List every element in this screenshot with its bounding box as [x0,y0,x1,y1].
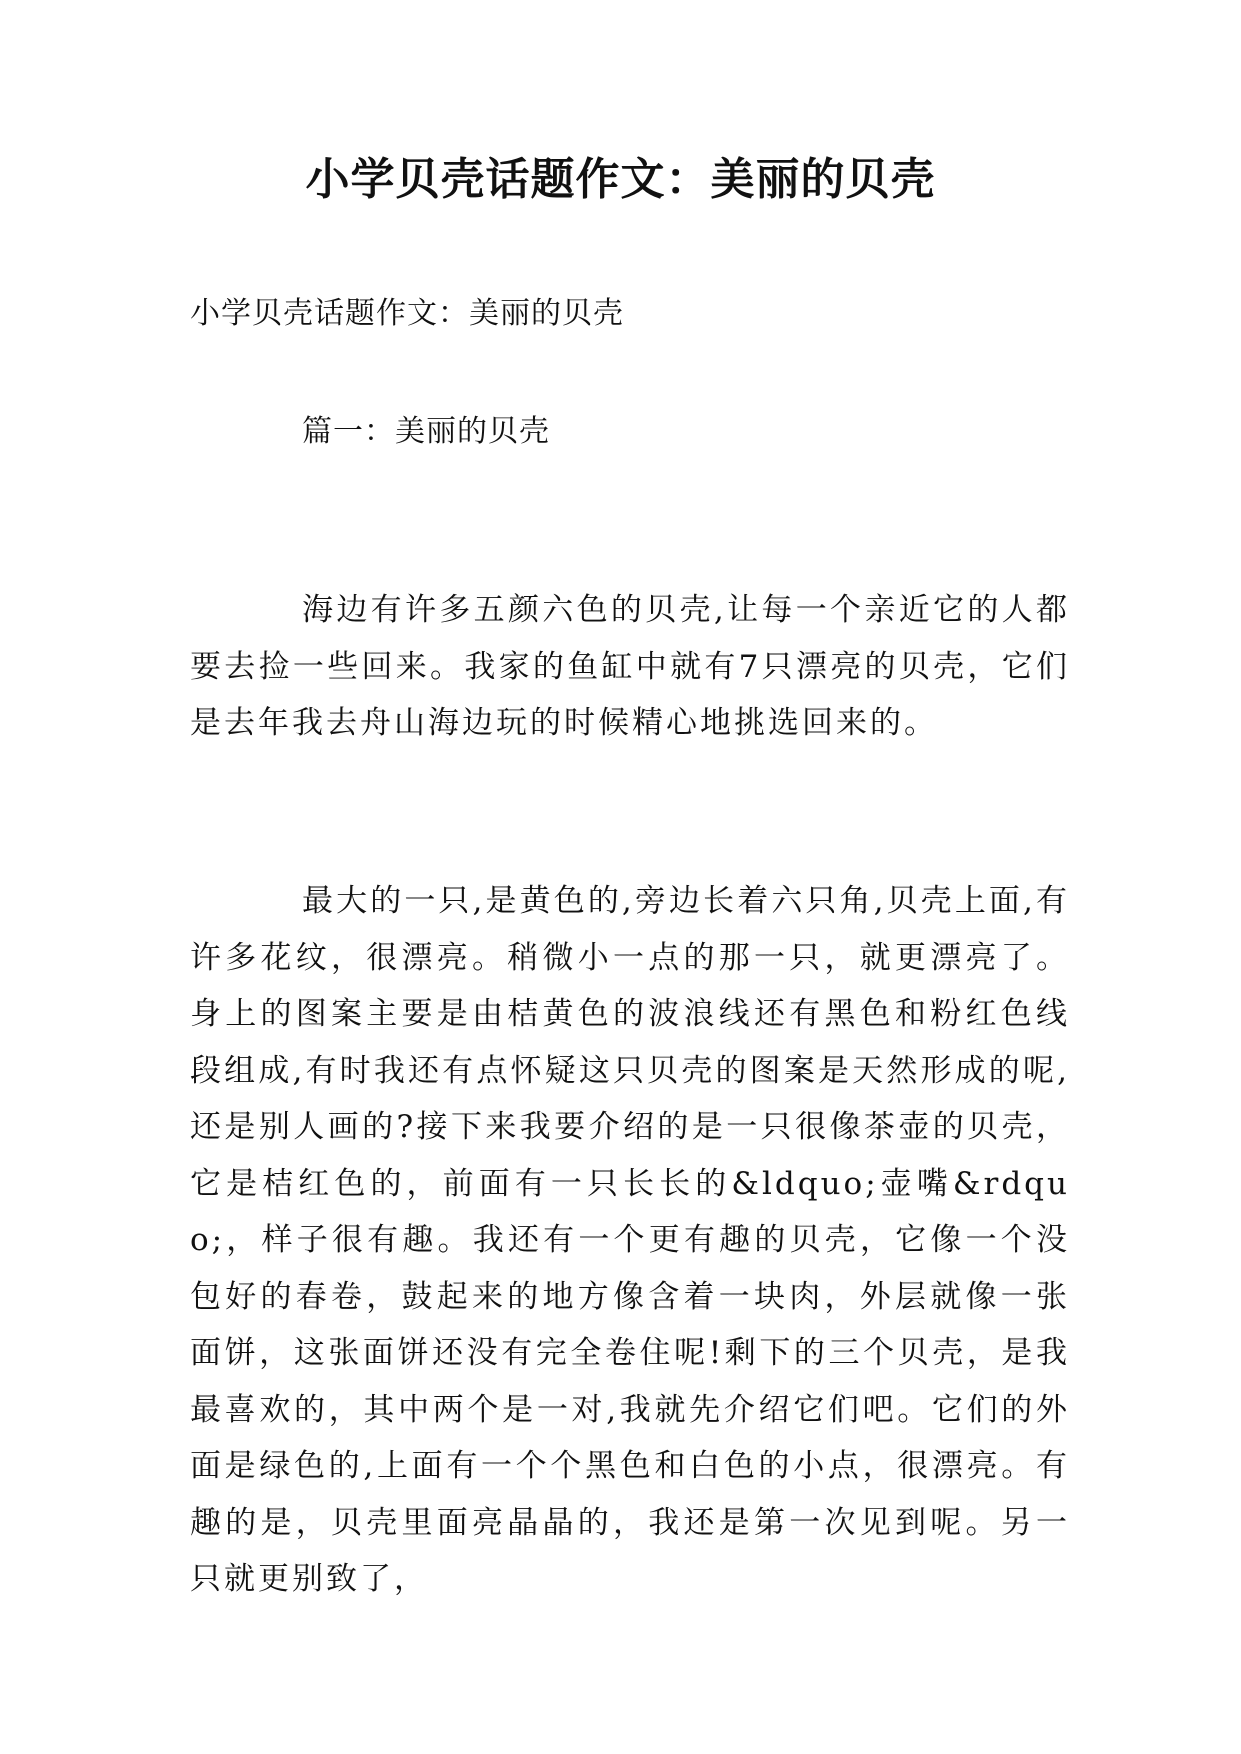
section-heading: 篇一：美丽的贝壳 [302,414,550,449]
document-subtitle: 小学贝壳话题作文：美丽的贝壳 [190,296,624,331]
paragraph-1: 海边有许多五颜六色的贝壳,让每一个亲近它的人都要去捡一些回来。我家的鱼缸中就有7只漂亮的贝壳，它们是去年我去舟山海边玩的时候精心地挑选回来的。 [190,592,1070,741]
document-title: 小学贝壳话题作文：美丽的贝壳 [305,154,936,205]
paragraph-2: 最大的一只,是黄色的,旁边长着六只角,贝壳上面,有许多花纹，很漂亮。稍微小一点的那一只，就更漂亮了。身上的图案主要是由桔黄色的波浪线还有黑色和粉红色线段组成,有时我还有点怀疑这只贝壳的图案是天然形成的呢,还是别人画的?接下来我要介绍的是一只很像茶壶的贝壳，它是桔红色的，前面有一只长长的&ldquo;壶嘴&rdquo;，样子很有趣。我还有一个更有趣的贝壳，它像一个没包好的春卷，鼓起来的地方像含着一块肉，外层就像一张面饼，这张面饼还没有完全卷住呢!剩下的三个贝壳，是我最喜欢的，其中两个是一对,我就先介绍它们吧。它们的外面是绿色的,上面有一个个黑色和白色的小点，很漂亮。有趣的是，贝壳里面亮晶晶的，我还是第一次见到呢。另一只就更别致了， [190,883,1070,1597]
